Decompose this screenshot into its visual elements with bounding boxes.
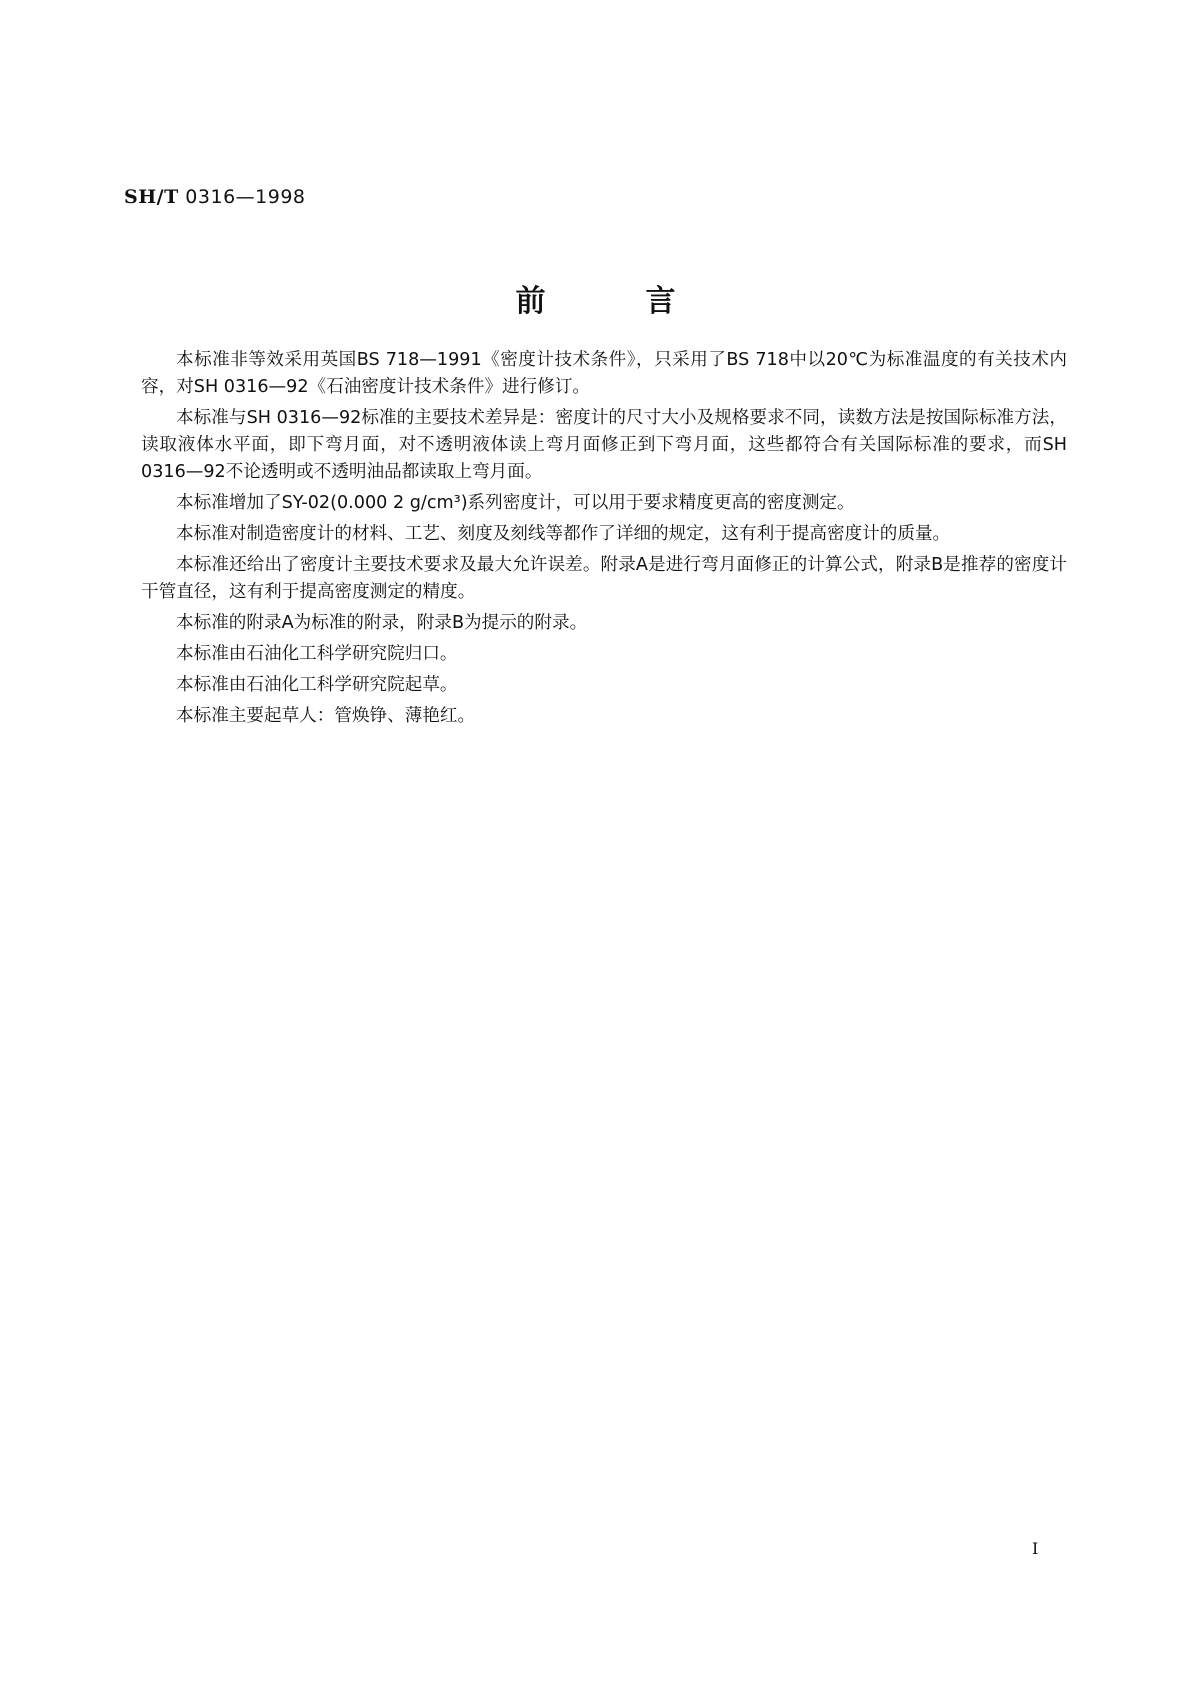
standard-code-number: 0316—1998 — [178, 186, 306, 208]
foreword-body — [141, 347, 1067, 734]
paragraph: 本标准增加了SY-02(0.000 2 g/cm³)系列密度计，可以用于要求精度更高的密度测定。 — [176, 493, 855, 513]
paragraph: 本标准还给出了密度计主要技术要求及最大允许误差。附录A是进行弯月面修正的计算公式，附录B是推荐的密度计干管直径，这有利于提高密度测定的精度。 — [141, 555, 1067, 602]
paragraph: 本标准非等效采用英国BS 718—1991《密度计技术条件》，只采用了BS 718中以20℃为标准温度的有关技术内容，对SH 0316—92《石油密度计技术条件》进行修订。 — [141, 350, 1067, 397]
paragraph: 本标准主要起草人：管焕铮、薄艳红。 — [176, 706, 476, 726]
paragraph: 本标准由石油化工科学研究院起草。 — [176, 675, 458, 695]
paragraph: 本标准对制造密度计的材料、工艺、刻度及刻线等都作了详细的规定，这有利于提高密度计的质量。 — [176, 524, 951, 544]
paragraph: 本标准的附录A为标准的附录，附录B为提示的附录。 — [176, 613, 588, 633]
paragraph: 本标准由石油化工科学研究院归口。 — [176, 644, 458, 664]
page-number: I — [1032, 1539, 1039, 1558]
paragraph: 本标准与SH 0316—92标准的主要技术差异是：密度计的尺寸大小及规格要求不同，读数方法是按国际标准方法，读取液体水平面，即下弯月面，对不透明液体读上弯月面修正到下弯月面，这些都符合有关国际标准的要求，而SH 0316—92不论透明或不透明油品都读取上弯月面。 — [141, 408, 1067, 482]
standard-code-prefix: SH/T — [124, 186, 179, 208]
standard-code — [124, 186, 306, 208]
page-title: 前言 — [515, 284, 776, 319]
